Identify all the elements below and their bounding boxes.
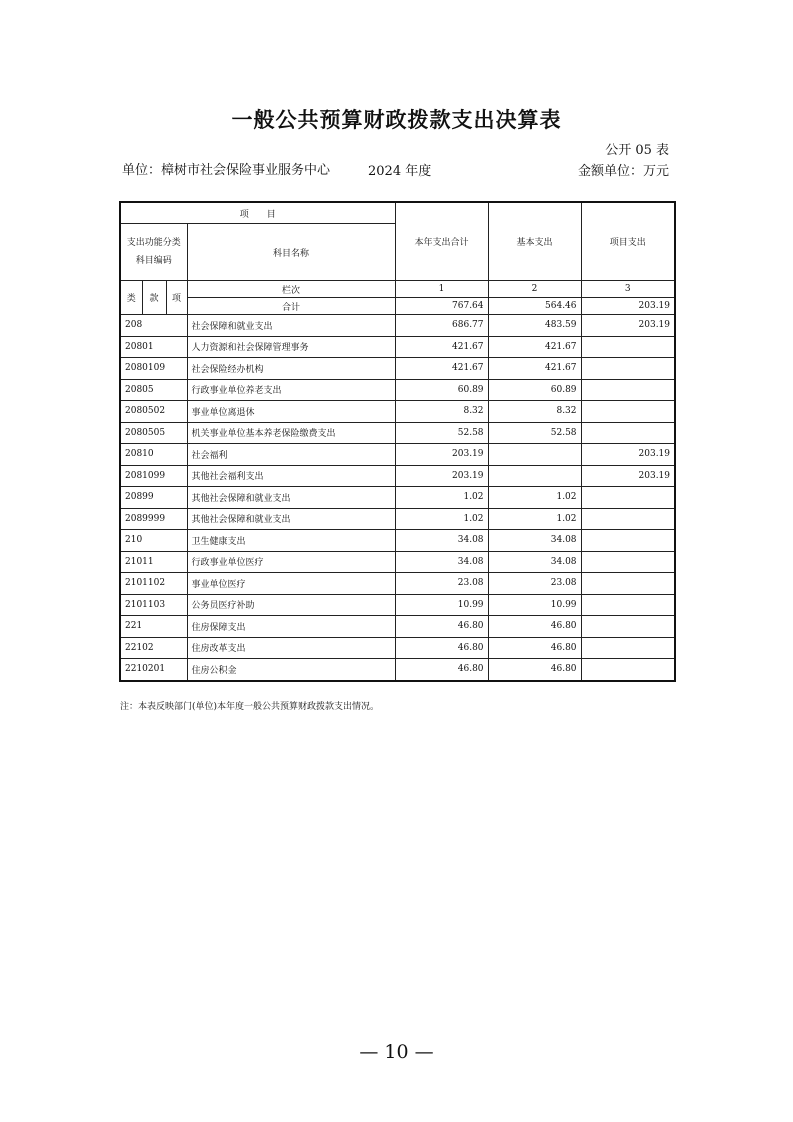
table-row	[120, 487, 675, 509]
header-col-project: 项目支出	[581, 202, 675, 281]
header-func-code: 支出功能分类科目编码	[120, 224, 187, 281]
row-project: 203.19	[581, 444, 675, 466]
row-project	[581, 594, 675, 616]
row-subject-name: 其他社会保障和就业支出	[187, 487, 395, 509]
row-subject-name: 住房改革支出	[187, 637, 395, 659]
total-amount: 767.64	[395, 298, 488, 315]
row-total: 203.19	[395, 444, 488, 466]
expenditure-table	[119, 201, 676, 682]
row-total: 1.02	[395, 487, 488, 509]
row-basic: 1.02	[488, 487, 581, 509]
unit-label: 单位：樟树市社会保险事业服务中心	[122, 163, 331, 178]
table-row	[120, 358, 675, 380]
row-total: 10.99	[395, 594, 488, 616]
row-basic: 421.67	[488, 358, 581, 380]
header-item: 项 目	[120, 202, 395, 224]
row-subject-name: 行政事业单位养老支出	[187, 379, 395, 401]
table-row	[120, 616, 675, 638]
total-project: 203.19	[581, 298, 675, 315]
table-row	[120, 379, 675, 401]
table-row	[120, 422, 675, 444]
page-title: 一般公共预算财政拨款支出决算表	[231, 107, 562, 132]
table-row	[120, 551, 675, 573]
row-code: 2080505	[120, 422, 187, 444]
row-total: 23.08	[395, 573, 488, 595]
row-project	[581, 487, 675, 509]
row-project	[581, 401, 675, 423]
row-total: 46.80	[395, 616, 488, 638]
row-basic: 34.08	[488, 551, 581, 573]
row-subject-name: 其他社会福利支出	[187, 465, 395, 487]
row-code: 2080502	[120, 401, 187, 423]
row-code: 2101103	[120, 594, 187, 616]
form-number: 公开 05 表	[605, 143, 669, 158]
header-col-total: 本年支出合计	[395, 202, 488, 281]
table-row	[120, 465, 675, 487]
row-project	[581, 358, 675, 380]
row-project: 203.19	[581, 315, 675, 337]
row-total: 34.08	[395, 530, 488, 552]
row-basic: 34.08	[488, 530, 581, 552]
row-project: 203.19	[581, 465, 675, 487]
row-project	[581, 637, 675, 659]
row-basic: 52.58	[488, 422, 581, 444]
row-code: 208	[120, 315, 187, 337]
row-subject-name: 住房公积金	[187, 659, 395, 681]
row-subject-name: 社会保障和就业支出	[187, 315, 395, 337]
page-number: — 10 —	[359, 1041, 434, 1063]
fiscal-year: 2024 年度	[368, 164, 432, 179]
row-project	[581, 551, 675, 573]
row-subject-name: 卫生健康支出	[187, 530, 395, 552]
row-code: 21011	[120, 551, 187, 573]
header-col3: 3	[581, 281, 675, 298]
row-subject-name: 行政事业单位医疗	[187, 551, 395, 573]
row-subject-name: 机关事业单位基本养老保险缴费支出	[187, 422, 395, 444]
row-subject-name: 其他社会保障和就业支出	[187, 508, 395, 530]
amount-unit: 金额单位：万元	[577, 164, 669, 179]
row-basic: 1.02	[488, 508, 581, 530]
row-total: 686.77	[395, 315, 488, 337]
row-subject-name: 事业单位离退休	[187, 401, 395, 423]
row-project	[581, 616, 675, 638]
total-basic: 564.46	[488, 298, 581, 315]
row-code: 2210201	[120, 659, 187, 681]
table-row	[120, 401, 675, 423]
row-total: 46.80	[395, 659, 488, 681]
row-subject-name: 社会福利	[187, 444, 395, 466]
row-project	[581, 573, 675, 595]
row-project	[581, 508, 675, 530]
header-subject-name: 科目名称	[187, 224, 395, 281]
row-code: 2080109	[120, 358, 187, 380]
row-basic: 46.80	[488, 637, 581, 659]
row-basic: 8.32	[488, 401, 581, 423]
header-col2: 2	[488, 281, 581, 298]
row-total: 34.08	[395, 551, 488, 573]
row-subject-name: 社会保险经办机构	[187, 358, 395, 380]
row-project	[581, 659, 675, 681]
row-code: 221	[120, 616, 187, 638]
table-note: 注：本表反映部门(单位)本年度一般公共预算财政拨款支出情况。	[120, 702, 380, 712]
header-kuan: 款	[142, 281, 166, 315]
row-code: 20899	[120, 487, 187, 509]
row-code: 2101102	[120, 573, 187, 595]
table-row	[120, 637, 675, 659]
row-code: 22102	[120, 637, 187, 659]
row-total: 203.19	[395, 465, 488, 487]
row-total: 52.58	[395, 422, 488, 444]
table-row	[120, 336, 675, 358]
row-code: 2081099	[120, 465, 187, 487]
row-project	[581, 530, 675, 552]
row-basic: 10.99	[488, 594, 581, 616]
table-row	[120, 315, 675, 337]
row-total: 1.02	[395, 508, 488, 530]
table-row	[120, 659, 675, 681]
row-subject-name: 事业单位医疗	[187, 573, 395, 595]
row-subject-name: 公务员医疗补助	[187, 594, 395, 616]
row-basic: 23.08	[488, 573, 581, 595]
row-basic	[488, 465, 581, 487]
table-row	[120, 444, 675, 466]
row-project	[581, 379, 675, 401]
header-col1: 1	[395, 281, 488, 298]
header-xiang: 项	[166, 281, 187, 315]
row-basic: 421.67	[488, 336, 581, 358]
row-code: 20810	[120, 444, 187, 466]
row-basic	[488, 444, 581, 466]
header-lei: 类	[120, 281, 142, 315]
row-project	[581, 422, 675, 444]
row-basic: 60.89	[488, 379, 581, 401]
row-subject-name: 住房保障支出	[187, 616, 395, 638]
table-row	[120, 573, 675, 595]
row-code: 210	[120, 530, 187, 552]
row-code: 20801	[120, 336, 187, 358]
table-row	[120, 508, 675, 530]
row-total: 421.67	[395, 336, 488, 358]
table-row	[120, 530, 675, 552]
table-row	[120, 594, 675, 616]
row-total: 60.89	[395, 379, 488, 401]
row-total: 46.80	[395, 637, 488, 659]
header-col-basic: 基本支出	[488, 202, 581, 281]
row-total: 421.67	[395, 358, 488, 380]
row-basic: 46.80	[488, 659, 581, 681]
row-code: 20805	[120, 379, 187, 401]
header-lanci: 栏次	[187, 281, 395, 298]
row-basic: 483.59	[488, 315, 581, 337]
total-label: 合计	[187, 298, 395, 315]
row-subject-name: 人力资源和社会保障管理事务	[187, 336, 395, 358]
row-project	[581, 336, 675, 358]
row-basic: 46.80	[488, 616, 581, 638]
row-total: 8.32	[395, 401, 488, 423]
row-code: 2089999	[120, 508, 187, 530]
